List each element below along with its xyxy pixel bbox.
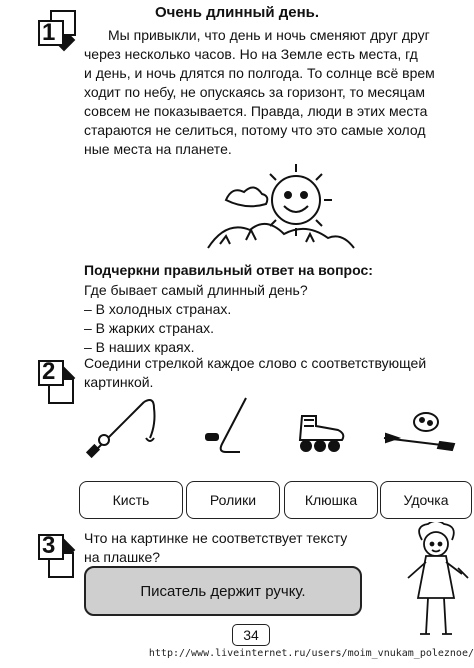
task-number: 1 xyxy=(42,19,56,46)
question-text: Где бывает самый длинный день? xyxy=(84,282,308,298)
roller-skate-icon[interactable] xyxy=(294,410,350,454)
answer-list xyxy=(84,281,308,357)
task2-instruction: Соедини стрелкой каждое слово с соответствующей картинкой. xyxy=(84,355,427,390)
sun-over-hills-illustration xyxy=(206,160,356,252)
answer-option[interactable]: – В холодных странах. xyxy=(84,301,232,317)
word-card-klyushka[interactable]: Клюшка xyxy=(284,481,378,519)
paragraph-line: через несколько часов. Но на Земле есть места, гд xyxy=(84,46,418,62)
task-number-badge-2 xyxy=(36,356,76,396)
task-number: 2 xyxy=(42,358,56,385)
caption-plate xyxy=(84,566,362,616)
story-paragraph xyxy=(84,26,472,159)
paragraph-line: Мы привыкли, что день и ночь сменяют друг друг xyxy=(108,27,430,43)
pen-icon[interactable] xyxy=(380,408,460,452)
paragraph-line: ходит по небу, не опускаясь за горизонт, то месяцам xyxy=(84,84,425,100)
paragraph-line: и день, и ночь длятся по полгода. То солнце всё врем xyxy=(84,65,435,81)
word-card-kist[interactable]: Кисть xyxy=(79,481,183,519)
word-card-udochka[interactable]: Удочка xyxy=(380,481,472,519)
paragraph-line: совсем не показывается. Правда, люди в этих места xyxy=(84,103,428,119)
answer-option[interactable]: – В жарких странах. xyxy=(84,320,215,336)
word-card-roliki[interactable]: Ролики xyxy=(186,481,280,519)
question-title: Подчеркни правильный ответ на вопрос: xyxy=(84,262,373,278)
task-number-badge-3 xyxy=(36,532,76,572)
footer-url[interactable]: http://www.liveinternet.ru/users/moim_vnukam_poleznoe/ xyxy=(148,648,474,659)
plate-text: Писатель держит ручку. xyxy=(140,582,306,600)
girl-drawing-illustration xyxy=(396,522,472,642)
page-number: 34 xyxy=(232,624,270,646)
task-title: Очень длинный день. xyxy=(154,4,320,21)
paragraph-line: стараются не селиться, потому что это самые холод xyxy=(84,122,426,138)
hockey-stick-icon[interactable] xyxy=(200,394,256,460)
answer-option[interactable]: – В наших краях. xyxy=(84,339,195,355)
task-number: 3 xyxy=(42,532,56,559)
paragraph-line: ные места на планете. xyxy=(84,141,232,157)
task3-instruction: Что на картинке не соответствует тексту на плашке? xyxy=(84,530,348,565)
fishing-rod-icon[interactable] xyxy=(84,394,160,460)
